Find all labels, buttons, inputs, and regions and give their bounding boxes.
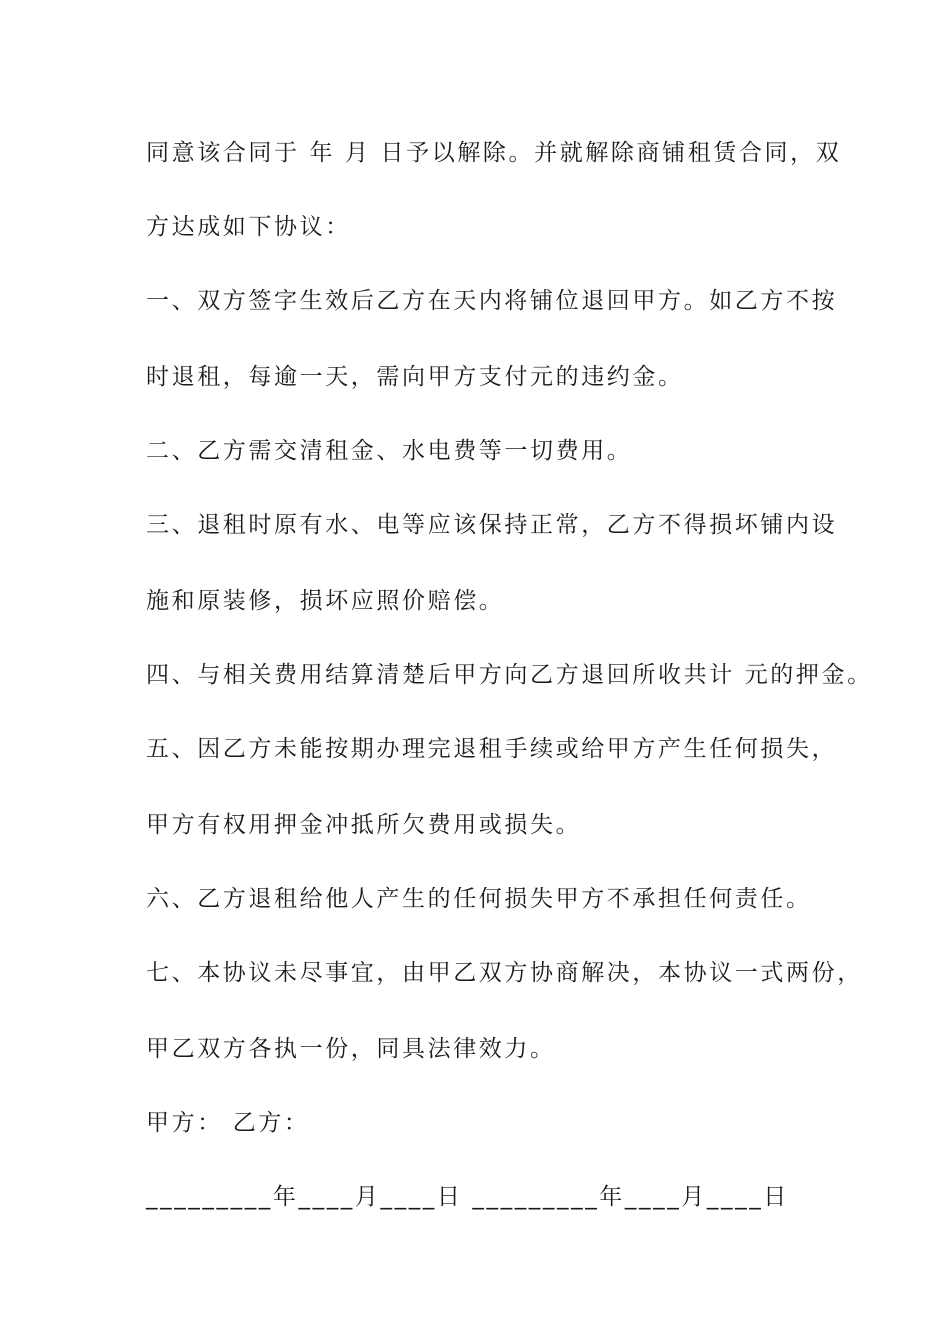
clause-7-line-1: 七、本协议未尽事宜，由甲乙双方协商解决，本协议一式两份，	[146, 960, 863, 986]
clause-7-line-2: 甲乙双方各执一份，同具法律效力。	[146, 1036, 556, 1062]
line-intro-1: 同意该合同于 年 月 日予以解除。并就解除商铺租赁合同，双	[146, 140, 842, 166]
clause-5-line-2: 甲方有权用押金冲抵所欠费用或损失。	[146, 812, 582, 838]
clause-1-line-2: 时退租，每逾一天，需向甲方支付元的违约金。	[146, 364, 684, 390]
clause-3-line-1: 三、退租时原有水、电等应该保持正常，乙方不得损坏铺内设	[146, 512, 838, 538]
clause-2: 二、乙方需交清租金、水电费等一切费用。	[146, 438, 633, 464]
clause-5-line-1: 五、因乙方未能按期办理完退租手续或给甲方产生任何损失，	[146, 736, 838, 762]
clause-4: 四、与相关费用结算清楚后甲方向乙方退回所收共计 元的押金。	[146, 662, 873, 688]
signature-parties: 甲方： 乙方：	[146, 1110, 310, 1136]
clause-1-line-1: 一、双方签字生效后乙方在天内将铺位退回甲方。如乙方不按	[146, 288, 838, 314]
clause-3-line-2: 施和原装修，损坏应照价赔偿。	[146, 588, 505, 614]
clause-6: 六、乙方退租给他人产生的任何损失甲方不承担任何责任。	[146, 886, 812, 912]
signature-dates: _________年____月____日 _________年____月____日	[146, 1184, 789, 1210]
line-intro-2: 方达成如下协议：	[146, 214, 351, 240]
